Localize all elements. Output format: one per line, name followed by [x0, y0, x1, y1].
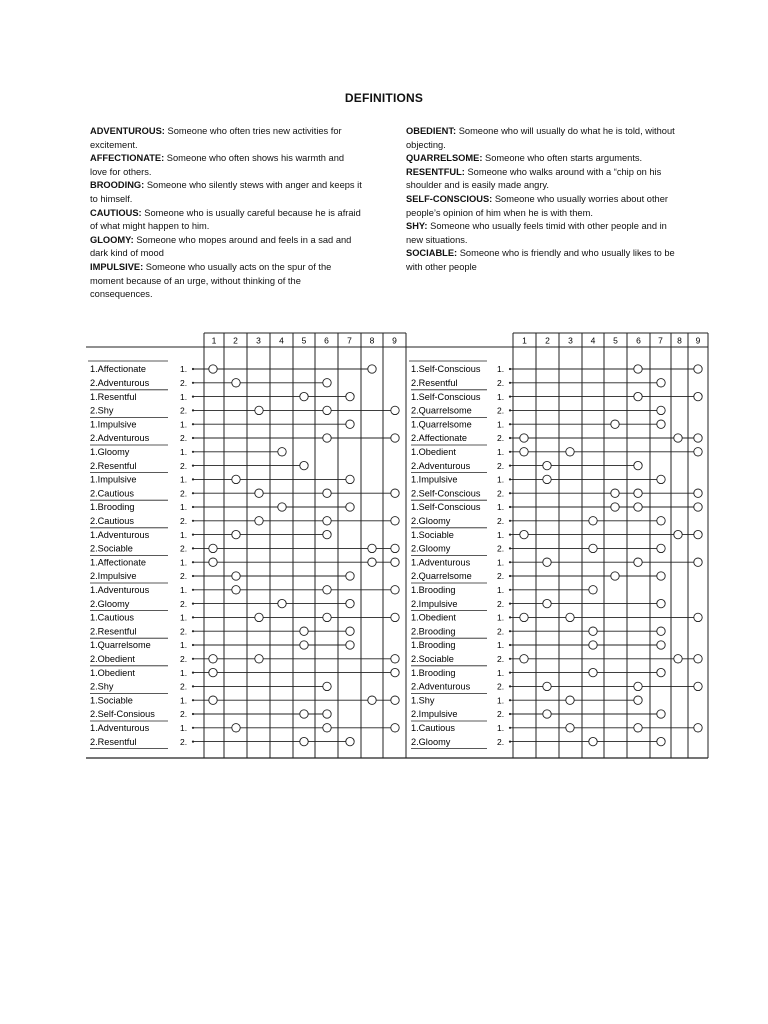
right-option-circle[interactable] — [674, 530, 682, 538]
definition-resentful: RESENTFUL: Someone who walks around with a “chip on his shoulder and is easily made angry. — [406, 166, 662, 191]
right-pair-marker: 2. — [497, 654, 505, 664]
right-option-circle[interactable] — [694, 489, 702, 497]
right-option-circle[interactable] — [657, 572, 665, 580]
right-column-header-4: 4 — [590, 335, 596, 346]
right-row-label: 1.Adventurous — [411, 557, 471, 568]
left-option-circle[interactable] — [232, 530, 240, 538]
right-pair-marker: 1. — [497, 695, 505, 706]
left-row-label: 2.Self-Consious — [90, 709, 155, 720]
left-option-circle[interactable] — [346, 641, 354, 649]
left-pair-marker: 1. — [180, 474, 188, 485]
right-row-label: 2.Adventurous — [411, 681, 471, 692]
left-row-label: 2.Resentful — [90, 736, 137, 747]
left-option-circle[interactable] — [209, 365, 217, 373]
right-option-circle[interactable] — [657, 517, 665, 525]
right-option-circle[interactable] — [657, 406, 665, 414]
right-option-circle[interactable] — [520, 655, 528, 663]
left-option-circle[interactable] — [391, 558, 399, 566]
right-pair-marker: 1. — [497, 474, 505, 485]
right-row-label: 2.Resentful — [411, 378, 458, 388]
left-pair-marker: 2. — [180, 654, 188, 664]
right-option-circle[interactable] — [543, 599, 551, 607]
right-option-circle[interactable] — [589, 586, 597, 594]
right-row-label: 1.Brooding — [411, 667, 456, 678]
right-option-circle[interactable] — [566, 724, 574, 732]
right-option-circle[interactable] — [694, 448, 702, 456]
right-row-label: 2.Impulsive — [411, 598, 458, 609]
left-pair-marker: 1. — [180, 612, 188, 623]
right-pair-marker: 1. — [497, 640, 505, 651]
left-option-circle[interactable] — [232, 724, 240, 732]
right-row-label: 2.Impulsive — [411, 709, 458, 720]
right-option-circle[interactable] — [657, 668, 665, 676]
right-row-label: 1.Obedient — [411, 612, 456, 623]
left-option-circle[interactable] — [346, 475, 354, 483]
right-pair-marker: 2. — [497, 488, 505, 499]
left-pair-marker: 1. — [180, 695, 188, 706]
left-column-header-6: 6 — [324, 335, 329, 346]
right-pair-marker: 1. — [497, 419, 505, 430]
definition-brooding: BROODING: Someone who silently stews with anger and keeps it to himself. — [90, 180, 362, 204]
right-row-label: 2.Affectionate — [411, 433, 468, 444]
right-row-label: 1.Self-Conscious — [411, 391, 481, 402]
right-option-circle[interactable] — [694, 503, 702, 511]
right-column-header-7: 7 — [658, 335, 663, 346]
left-option-circle[interactable] — [368, 558, 376, 566]
left-pair-marker: 1. — [180, 667, 188, 678]
right-row-label: 2.Adventurous — [411, 460, 471, 471]
right-column-header-6: 6 — [636, 335, 641, 346]
left-pair-marker: 1. — [180, 529, 188, 540]
left-pair-marker: 1. — [180, 640, 188, 651]
left-pair-marker: 1. — [180, 557, 188, 568]
left-option-circle[interactable] — [323, 710, 331, 718]
right-option-circle[interactable] — [520, 448, 528, 456]
definition-cautious: CAUTIOUS: Someone who is usually careful because he is afraid of what might happen to him. — [90, 207, 361, 232]
left-option-circle[interactable] — [346, 392, 354, 400]
right-option-circle[interactable] — [694, 613, 702, 621]
right-option-circle[interactable] — [694, 392, 702, 400]
definition-gloomy: GLOOMY: Someone who mopes around and feels in a sad and dark kind of mood — [90, 234, 352, 259]
right-pair-marker: 1. — [497, 529, 505, 540]
right-column-header-8: 8 — [677, 335, 682, 346]
right-option-circle[interactable] — [694, 682, 702, 690]
left-option-circle[interactable] — [368, 544, 376, 552]
left-row-label: 2.Adventurous — [90, 433, 150, 444]
left-option-circle[interactable] — [323, 379, 331, 387]
left-option-circle[interactable] — [323, 613, 331, 621]
right-option-circle[interactable] — [657, 475, 665, 483]
right-option-circle[interactable] — [657, 737, 665, 745]
right-row-label: 2.Sociable — [411, 654, 454, 664]
right-option-circle[interactable] — [566, 613, 574, 621]
left-option-circle[interactable] — [255, 406, 263, 414]
left-row-label: 1.Resentful — [90, 391, 137, 402]
left-row-label: 2.Impulsive — [90, 571, 137, 582]
left-pair-marker: 2. — [180, 571, 188, 582]
definition-shy: SHY: Someone who usually feels timid with other people and in new situations. — [406, 221, 667, 245]
left-pair-marker: 1. — [180, 419, 188, 430]
left-option-circle[interactable] — [278, 448, 286, 456]
right-column-header-5: 5 — [613, 335, 618, 346]
right-row-label: 2.Self-Conscious — [411, 488, 481, 499]
left-option-circle[interactable] — [323, 489, 331, 497]
left-column-header-4: 4 — [279, 335, 284, 346]
left-pair-marker: 1. — [180, 502, 188, 513]
left-option-circle[interactable] — [391, 586, 399, 594]
right-pair-marker: 2. — [497, 598, 505, 609]
left-option-circle[interactable] — [323, 406, 331, 414]
right-column-header-3: 3 — [568, 335, 573, 346]
left-option-circle[interactable] — [323, 724, 331, 732]
left-option-circle[interactable] — [391, 517, 399, 525]
right-pair-marker: 2. — [497, 516, 505, 526]
right-option-circle[interactable] — [520, 434, 528, 442]
right-row-label: 2.Gloomy — [411, 736, 451, 747]
definition-sociable: SOCIABLE: Someone who is friendly and who usually likes to be with other people — [406, 248, 675, 272]
left-option-circle[interactable] — [391, 489, 399, 497]
left-option-circle[interactable] — [209, 668, 217, 676]
right-option-circle[interactable] — [543, 475, 551, 483]
left-option-circle[interactable] — [255, 655, 263, 663]
left-pair-marker: 2. — [180, 516, 188, 526]
right-option-circle[interactable] — [543, 682, 551, 690]
right-option-circle[interactable] — [589, 517, 597, 525]
left-column-header-8: 8 — [369, 335, 375, 346]
left-pair-marker: 2. — [180, 626, 188, 637]
right-pair-marker: 2. — [497, 378, 505, 388]
left-pair-marker: 2. — [180, 709, 188, 720]
left-row-label: 1.Obedient — [90, 667, 135, 678]
left-row-label: 2.Shy — [90, 405, 114, 416]
left-option-circle[interactable] — [391, 613, 399, 621]
left-option-circle[interactable] — [346, 737, 354, 745]
right-option-circle[interactable] — [694, 530, 702, 538]
right-pair-marker: 1. — [497, 585, 505, 595]
left-option-circle[interactable] — [346, 627, 354, 635]
left-option-circle[interactable] — [323, 586, 331, 594]
left-option-circle[interactable] — [300, 710, 308, 718]
right-row-label: 1.Shy — [411, 695, 435, 706]
left-column-header-5: 5 — [301, 335, 307, 346]
right-option-circle[interactable] — [657, 379, 665, 387]
left-row-label: 2.Cautious — [90, 516, 134, 526]
right-pair-marker: 1. — [497, 391, 505, 402]
right-pair-marker: 1. — [497, 557, 505, 568]
left-row-label: 2.Sociable — [90, 543, 133, 554]
right-column-header-1: 1 — [522, 335, 527, 346]
left-option-circle[interactable] — [323, 517, 331, 525]
right-option-circle[interactable] — [634, 489, 642, 497]
right-option-circle[interactable] — [589, 544, 597, 552]
left-pair-marker: 2. — [180, 460, 188, 471]
left-row-label: 1.Adventurous — [90, 723, 150, 733]
right-row-label: 1.Brooding — [411, 640, 456, 651]
left-row-label: 2.Obedient — [90, 654, 135, 664]
right-row-label: 2.Gloomy — [411, 543, 451, 554]
left-row-label: 2.Resentful — [90, 626, 137, 637]
left-column-header-2: 2 — [233, 335, 238, 346]
left-option-circle[interactable] — [391, 544, 399, 552]
right-option-circle[interactable] — [566, 448, 574, 456]
right-pair-marker: 1. — [497, 447, 505, 457]
right-row-label: 1.Impulsive — [411, 474, 458, 485]
right-option-circle[interactable] — [589, 641, 597, 649]
left-pair-marker: 1. — [180, 364, 188, 375]
right-option-circle[interactable] — [634, 461, 642, 469]
right-option-circle[interactable] — [611, 503, 619, 511]
right-row-label: 1.Self-Conscious — [411, 502, 481, 513]
left-row-label: 1.Cautious — [90, 612, 134, 623]
right-column-header-9: 9 — [695, 335, 701, 346]
left-pair-marker: 2. — [180, 598, 188, 609]
left-row-label: 1.Affectionate — [90, 557, 147, 568]
right-option-circle[interactable] — [694, 365, 702, 373]
right-pair-marker: 2. — [497, 405, 505, 416]
definition-adventurous: ADVENTUROUS: Someone who often tries new activities for excitement. — [90, 126, 342, 150]
right-option-circle[interactable] — [634, 503, 642, 511]
right-option-circle[interactable] — [520, 530, 528, 538]
right-option-circle[interactable] — [694, 655, 702, 663]
left-option-circle[interactable] — [232, 475, 240, 483]
left-option-circle[interactable] — [209, 544, 217, 552]
left-row-label: 1.Adventurous — [90, 529, 150, 540]
left-row-label: 1.Gloomy — [90, 447, 130, 457]
right-option-circle[interactable] — [694, 558, 702, 566]
left-option-circle[interactable] — [368, 365, 376, 373]
left-option-circle[interactable] — [232, 572, 240, 580]
left-option-circle[interactable] — [209, 696, 217, 704]
right-option-circle[interactable] — [634, 682, 642, 690]
left-option-circle[interactable] — [323, 682, 331, 690]
right-row-label: 1.Self-Conscious — [411, 364, 481, 375]
right-pair-marker: 2. — [497, 543, 505, 554]
left-option-circle[interactable] — [255, 517, 263, 525]
left-row-label: 2.Cautious — [90, 488, 134, 499]
right-option-circle[interactable] — [566, 696, 574, 704]
left-pair-marker: 1. — [180, 585, 188, 595]
definition-impulsive: IMPULSIVE: Someone who usually acts on the spur of the moment because of an urge, without thinking of the consequences. — [90, 261, 332, 300]
left-option-circle[interactable] — [255, 613, 263, 621]
left-pair-marker: 2. — [180, 736, 188, 747]
right-pair-marker: 1. — [497, 502, 505, 513]
right-row-label: 1.Sociable — [411, 529, 454, 540]
left-column-header-1: 1 — [211, 335, 217, 346]
left-option-circle[interactable] — [255, 489, 263, 497]
right-row-label: 1.Brooding — [411, 585, 456, 595]
right-pair-marker: 2. — [497, 626, 505, 637]
definition-quarrelsome: QUARRELSOME: Someone who often starts arguments. — [406, 153, 643, 164]
left-pair-marker: 1. — [180, 391, 188, 402]
right-pair-marker: 1. — [497, 612, 505, 623]
left-option-circle[interactable] — [323, 434, 331, 442]
left-pair-marker: 2. — [180, 433, 188, 444]
left-option-circle[interactable] — [300, 641, 308, 649]
left-pair-marker: 2. — [180, 405, 188, 416]
definition-obedient: OBEDIENT: Someone who will usually do what he is told, without objecting. — [406, 126, 675, 150]
right-option-circle[interactable] — [543, 710, 551, 718]
right-option-circle[interactable] — [657, 420, 665, 428]
right-pair-marker: 2. — [497, 681, 505, 692]
left-option-circle[interactable] — [346, 420, 354, 428]
right-option-circle[interactable] — [543, 558, 551, 566]
right-option-circle[interactable] — [634, 365, 642, 373]
right-pair-marker: 1. — [497, 364, 505, 375]
right-row-label: 2.Gloomy — [411, 516, 451, 526]
left-pair-marker: 2. — [180, 378, 188, 388]
right-option-circle[interactable] — [657, 544, 665, 552]
left-pair-marker: 1. — [180, 447, 188, 457]
left-column-header-3: 3 — [256, 335, 261, 346]
left-option-circle[interactable] — [300, 392, 308, 400]
left-option-circle[interactable] — [278, 503, 286, 511]
left-row-label: 1.Brooding — [90, 502, 135, 513]
right-pair-marker: 1. — [497, 723, 505, 733]
right-option-circle[interactable] — [634, 724, 642, 732]
left-option-circle[interactable] — [391, 406, 399, 414]
left-option-circle[interactable] — [232, 586, 240, 594]
right-option-circle[interactable] — [694, 724, 702, 732]
left-row-label: 1.Adventurous — [90, 585, 150, 595]
left-row-label: 1.Impulsive — [90, 474, 137, 485]
left-row-label: 1.Affectionate — [90, 364, 147, 375]
right-option-circle[interactable] — [674, 434, 682, 442]
left-option-circle[interactable] — [346, 599, 354, 607]
right-option-circle[interactable] — [634, 696, 642, 704]
left-option-circle[interactable] — [300, 461, 308, 469]
left-pair-marker: 1. — [180, 723, 188, 733]
right-option-circle[interactable] — [611, 420, 619, 428]
right-pair-marker: 2. — [497, 433, 505, 444]
right-option-circle[interactable] — [674, 655, 682, 663]
right-column-header-2: 2 — [545, 335, 550, 346]
left-pair-marker: 2. — [180, 681, 188, 692]
left-option-circle[interactable] — [278, 599, 286, 607]
right-option-circle[interactable] — [634, 558, 642, 566]
left-option-circle[interactable] — [323, 530, 331, 538]
right-option-circle[interactable] — [611, 489, 619, 497]
left-option-circle[interactable] — [300, 627, 308, 635]
right-pair-marker: 2. — [497, 709, 505, 720]
right-option-circle[interactable] — [657, 599, 665, 607]
left-option-circle[interactable] — [209, 655, 217, 663]
right-row-label: 1.Cautious — [411, 723, 455, 733]
right-row-label: 2.Brooding — [411, 626, 456, 637]
left-option-circle[interactable] — [232, 379, 240, 387]
left-column-header-7: 7 — [347, 335, 352, 346]
left-row-label: 2.Adventurous — [90, 378, 150, 388]
page-title: DEFINITIONS — [344, 91, 424, 105]
left-row-label: 1.Sociable — [90, 695, 133, 706]
left-option-circle[interactable] — [368, 696, 376, 704]
right-option-circle[interactable] — [520, 613, 528, 621]
right-pair-marker: 2. — [497, 736, 505, 747]
left-row-label: 1.Impulsive — [90, 419, 137, 430]
right-option-circle[interactable] — [543, 461, 551, 469]
left-option-circle[interactable] — [391, 696, 399, 704]
right-option-circle[interactable] — [657, 710, 665, 718]
left-row-label: 1.Quarrelsome — [90, 640, 151, 651]
left-row-label: 2.Resentful — [90, 460, 137, 471]
definition-self-conscious: SELF-CONSCIOUS: Someone who usually worries about other people’s opinion of him when he is with them. — [406, 193, 668, 218]
right-option-circle[interactable] — [694, 434, 702, 442]
left-column-header-9: 9 — [392, 335, 397, 346]
left-option-circle[interactable] — [209, 558, 217, 566]
left-row-label: 2.Shy — [90, 681, 114, 692]
right-option-circle[interactable] — [657, 641, 665, 649]
right-row-label: 2.Quarrelsome — [411, 571, 472, 582]
right-pair-marker: 2. — [497, 460, 505, 471]
right-option-circle[interactable] — [589, 627, 597, 635]
left-option-circle[interactable] — [391, 434, 399, 442]
right-row-label: 2.Quarrelsome — [411, 405, 472, 416]
left-option-circle[interactable] — [391, 668, 399, 676]
right-option-circle[interactable] — [634, 392, 642, 400]
left-option-circle[interactable] — [346, 572, 354, 580]
right-option-circle[interactable] — [589, 668, 597, 676]
left-option-circle[interactable] — [391, 724, 399, 732]
right-pair-marker: 2. — [497, 571, 505, 582]
right-row-label: 1.Obedient — [411, 447, 456, 457]
right-option-circle[interactable] — [589, 737, 597, 745]
left-pair-marker: 2. — [180, 543, 188, 554]
definition-affectionate: AFFECTIONATE: Someone who often shows his warmth and love for others. — [90, 153, 345, 177]
right-row-label: 1.Quarrelsome — [411, 419, 472, 430]
left-row-label: 2.Gloomy — [90, 598, 130, 609]
right-option-circle[interactable] — [611, 572, 619, 580]
right-pair-marker: 1. — [497, 667, 505, 678]
left-option-circle[interactable] — [391, 655, 399, 663]
right-option-circle[interactable] — [657, 627, 665, 635]
left-option-circle[interactable] — [346, 503, 354, 511]
left-pair-marker: 2. — [180, 488, 188, 499]
left-option-circle[interactable] — [300, 737, 308, 745]
